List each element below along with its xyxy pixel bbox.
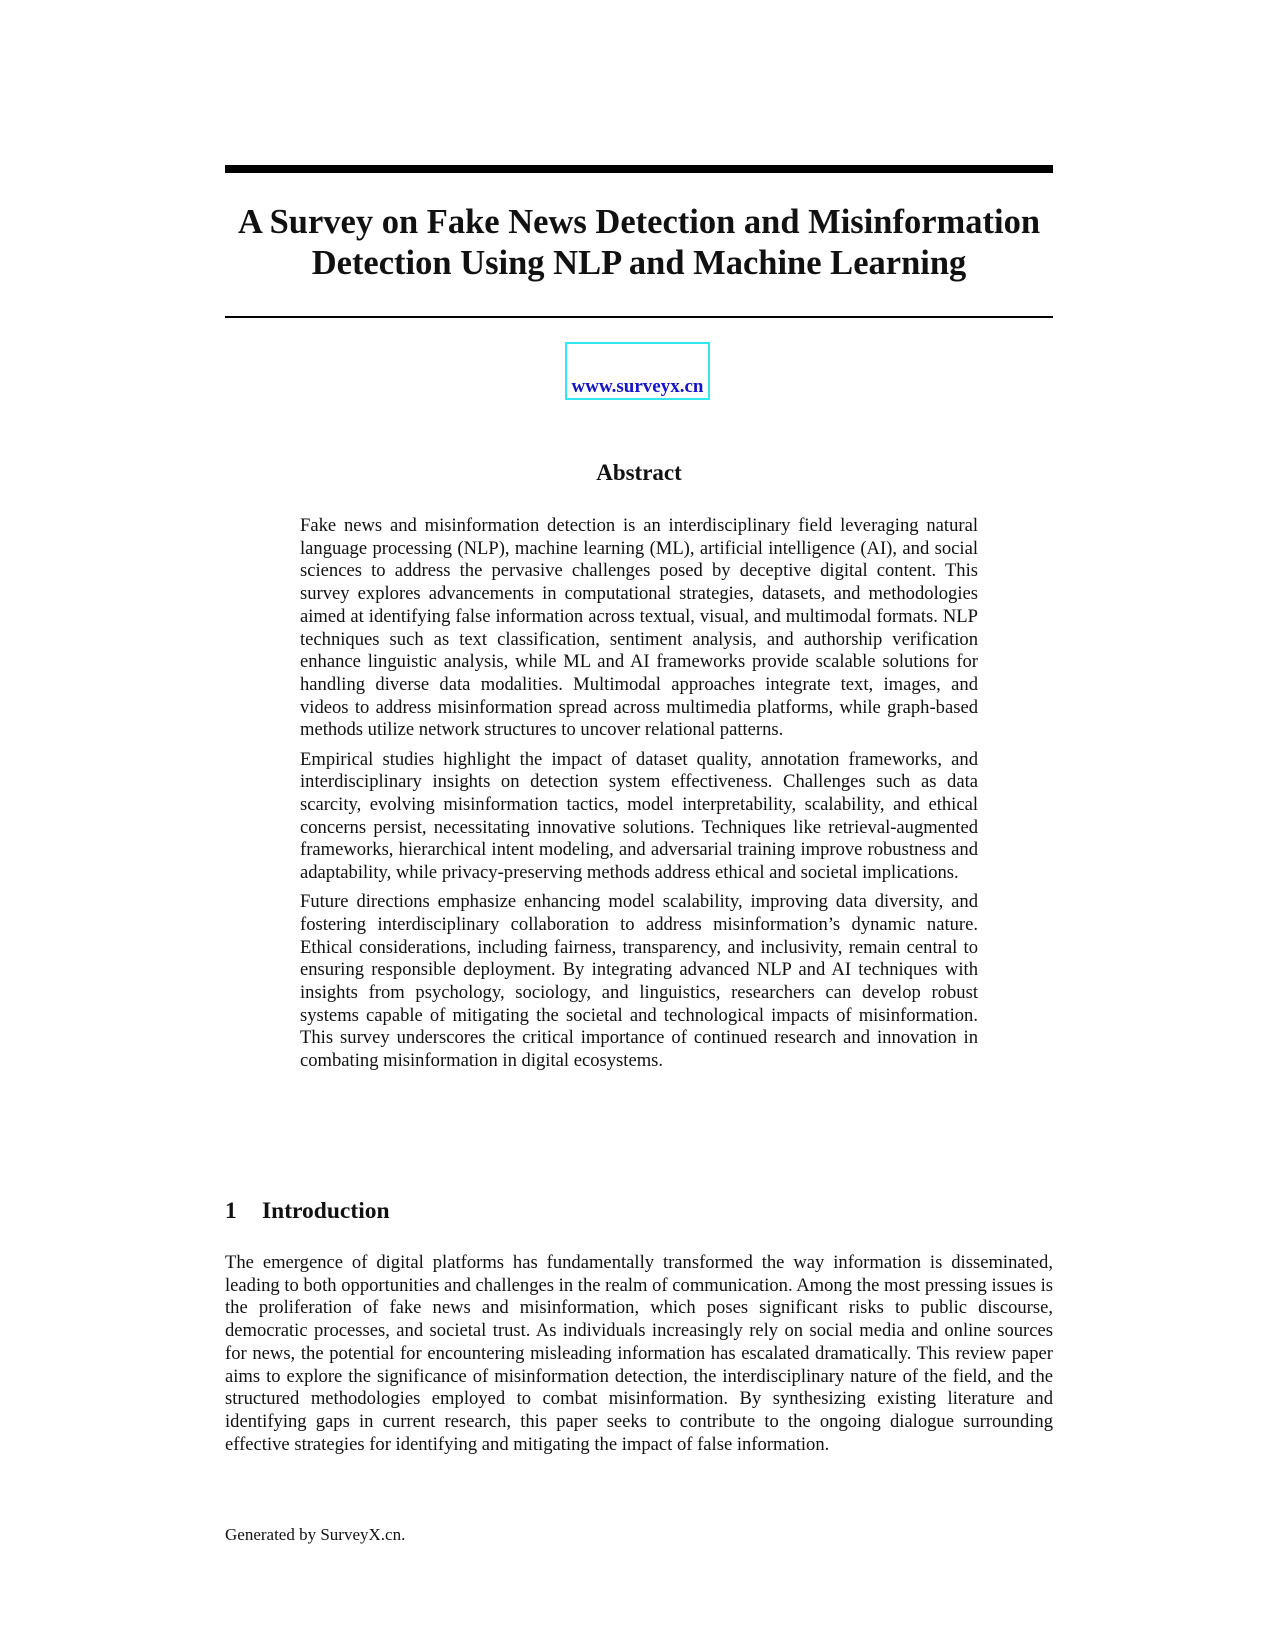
abstract-body	[300, 515, 978, 1079]
title-top-rule	[225, 165, 1053, 173]
section-title: Introduction	[262, 1198, 390, 1224]
section-heading-introduction	[225, 1197, 390, 1225]
title-bottom-rule	[225, 316, 1053, 318]
abstract-heading: Abstract	[596, 460, 682, 485]
surveyx-link[interactable]: www.surveyx.cn	[571, 376, 704, 397]
abstract-paragraph: Fake news and misinformation detection is an interdisciplinary field leveraging natural language processing (NLP), machine learning (ML), artificial intelligence (AI), and social sciences to address the pervasive challenges posed by deceptive digital content. This survey explores advancements in computational strategies, datasets, and methodologies aimed at identifying false information across textual, visual, and multimodal formats. NLP techniques such as text classification, sentiment analysis, and authorship verification enhance linguistic analysis, while ML and AI frameworks provide scalable solutions for handling diverse data modalities. Multimodal approaches integrate text, images, and videos to address misinformation spread across multimedia platforms, while graph-based methods utilize network structures to uncover relational patterns.	[300, 515, 978, 741]
title-line-2: Detection Using NLP and Machine Learning	[311, 244, 967, 282]
abstract-paragraph: Empirical studies highlight the impact of dataset quality, annotation frameworks, and interdisciplinary insights on detection system effectiveness. Challenges such as data scarcity, evolving misinformation tactics, model interpretability, scalability, and ethical concerns persist, necessitating innovative solutions. Techniques like retrieval-augmented frameworks, hierarchical intent modeling, and adversarial training improve robustness and adaptability, while privacy-preserving methods address ethical and societal implications.	[300, 748, 978, 884]
title-line-1: A Survey on Fake News Detection and Misinformation	[237, 203, 1041, 241]
introduction-paragraph: The emergence of digital platforms has fundamentally transformed the way information is disseminated, leading to both opportunities and challenges in the realm of communication. Among the most pressing issues is the proliferation of fake news and misinformation, which poses significant risks to public discourse, democratic processes, and societal trust. As individuals increasingly rely on social media and online sources for news, the potential for encountering misleading information has escalated dramatically. This review paper aims to explore the significance of misinformation detection, the interdisciplinary nature of the field, and the structured methodologies employed to combat misinformation. By synthesizing existing literature and identifying gaps in current research, this paper seeks to contribute to the ongoing dialogue surrounding effective strategies for identifying and mitigating the impact of false information.	[225, 1252, 1053, 1455]
footer-note: Generated by SurveyX.cn.	[225, 1525, 406, 1544]
paper-title	[215, 202, 1063, 284]
section-number: 1	[225, 1198, 237, 1224]
surveyx-link-box[interactable]	[565, 342, 710, 400]
abstract-paragraph: Future directions emphasize enhancing model scalability, improving data diversity, and fostering interdisciplinary collaboration to address misinformation’s dynamic nature. Ethical considerations, including fairness, transparency, and inclusivity, remain central to ensuring responsible deployment. By integrating advanced NLP and AI techniques with insights from psychology, sociology, and linguistics, researchers can develop robust systems capable of mitigating the societal and technological impacts of misinformation. This survey underscores the critical importance of continued research and innovation in combating misinformation in digital ecosystems.	[300, 891, 978, 1072]
